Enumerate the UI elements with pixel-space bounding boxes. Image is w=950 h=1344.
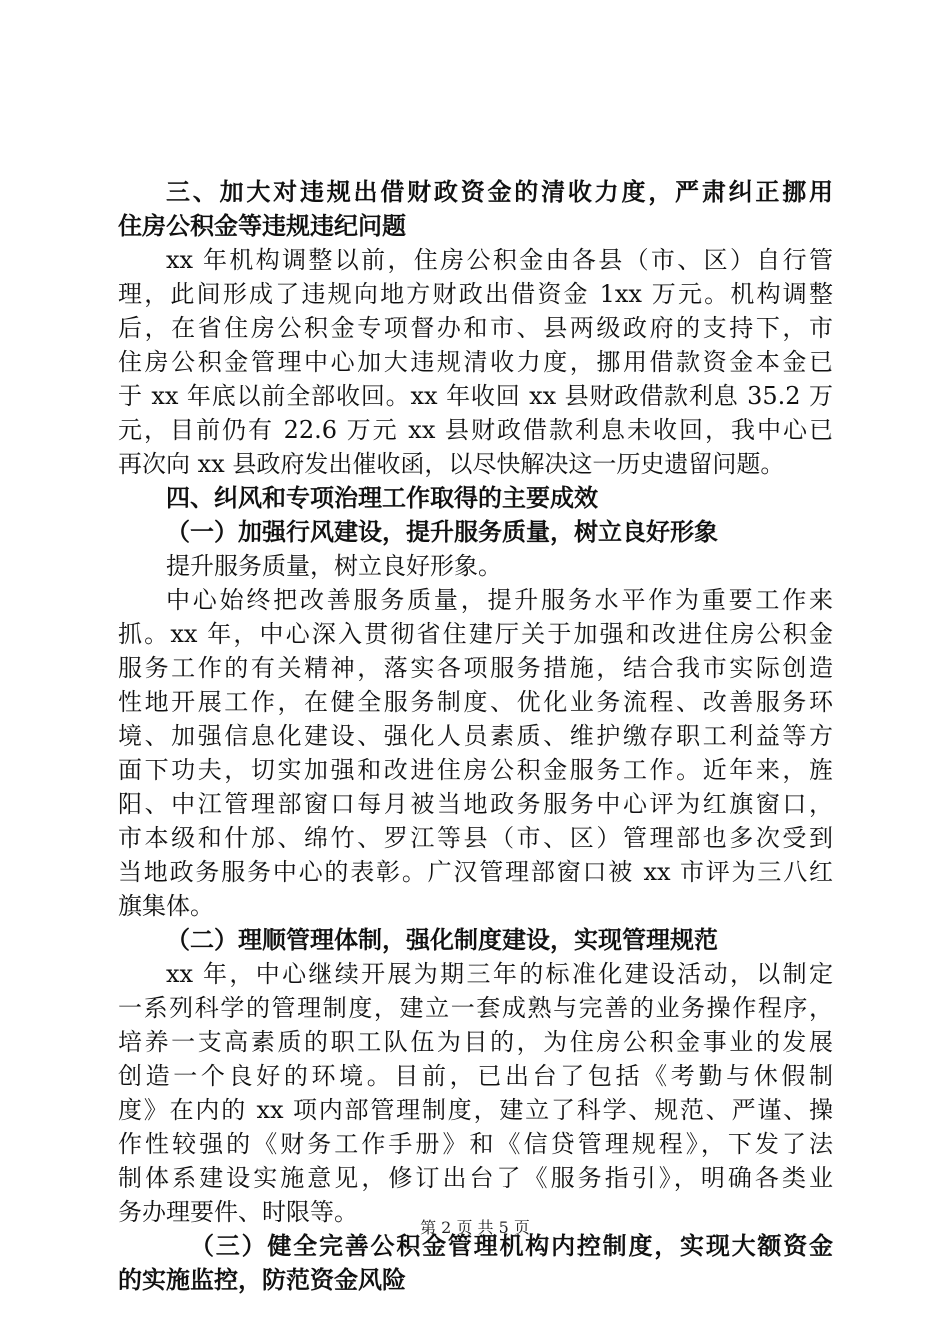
document-body — [118, 175, 833, 1297]
paragraph-line: 中心始终把改善服务质量，提升服务水平作为重要工作来 — [166, 586, 833, 614]
paragraph-line: 制体系建设实施意见，修订出台了《服务指引》，明确各类业 — [118, 1164, 833, 1192]
paragraph-line: xx 年机构调整以前，住房公积金由各县（市、区）自行管 — [166, 246, 833, 274]
paragraph-line: 元，目前仍有 22.6 万元 xx 县财政借款利息未收回，我中心已 — [118, 416, 833, 444]
paragraph-line: 市本级和什邡、绵竹、罗江等县（市、区）管理部也多次受到 — [118, 824, 833, 852]
section-4-title: 四、纠风和专项治理工作取得的主要成效 — [166, 484, 598, 512]
paragraph-line: 后，在省住房公积金专项督办和市、县两级政府的支持下，市 — [118, 314, 833, 342]
paragraph-line: 旗集体。 — [118, 892, 214, 920]
paragraph-line: 阳、中江管理部窗口每月被当地政务服务中心评为红旗窗口， — [118, 790, 833, 818]
section-4-1-title: （一）加强行风建设，提升服务质量，树立良好形象 — [166, 518, 718, 546]
section-4-3-title-line-2: 的实施监控，防范资金风险 — [118, 1266, 406, 1294]
paragraph-line: 作性较强的《财务工作手册》和《信贷管理规程》，下发了法 — [118, 1130, 833, 1158]
page-number-footer: 第 2 页 共 5 页 — [420, 1218, 530, 1237]
paragraph-line: 培养一支高素质的职工队伍为目的，为住房公积金事业的发展 — [118, 1028, 833, 1056]
paragraph-line: 于 xx 年底以前全部收回。xx 年收回 xx 县财政借款利息 35.2 万 — [118, 382, 833, 410]
section-4-1-subtitle: 提升服务质量，树立良好形象。 — [166, 552, 502, 580]
paragraph-line: 务办理要件、时限等。 — [118, 1198, 358, 1226]
section-3-title-line-1: 三、加大对违规出借财政资金的清收力度，严肃纠正挪用 — [166, 178, 833, 206]
paragraph-line: 抓。xx 年，中心深入贯彻省住建厅关于加强和改进住房公积金 — [118, 620, 833, 648]
paragraph-line: xx 年，中心继续开展为期三年的标准化建设活动，以制定 — [166, 960, 833, 988]
section-3-title-line-2: 住房公积金等违规违纪问题 — [118, 212, 406, 240]
paragraph-line: 创造一个良好的环境。目前，已出台了包括《考勤与休假制 — [118, 1062, 833, 1090]
paragraph-line: 住房公积金管理中心加大违规清收力度，挪用借款资金本金已 — [118, 348, 833, 376]
paragraph-line: 面下功夫，切实加强和改进住房公积金服务工作。近年来，旌 — [118, 756, 833, 784]
paragraph-line: 境、加强信息化建设、强化人员素质、维护缴存职工利益等方 — [118, 722, 833, 750]
section-4-3-title-line-1: （三）健全完善公积金管理机构内控制度，实现大额资金 — [190, 1232, 833, 1260]
paragraph-line: 一系列科学的管理制度，建立一套成熟与完善的业务操作程序， — [118, 994, 833, 1022]
paragraph-line: 性地开展工作，在健全服务制度、优化业务流程、改善服务环 — [118, 688, 833, 716]
paragraph-line: 服务工作的有关精神，落实各项服务措施，结合我市实际创造 — [118, 654, 833, 682]
paragraph-line: 度》在内的 xx 项内部管理制度，建立了科学、规范、严谨、操 — [118, 1096, 833, 1124]
section-4-2-title: （二）理顺管理体制，强化制度建设，实现管理规范 — [166, 926, 718, 954]
paragraph-line: 理，此间形成了违规向地方财政出借资金 1xx 万元。机构调整 — [118, 280, 833, 308]
paragraph-line: 当地政务服务中心的表彰。广汉管理部窗口被 xx 市评为三八红 — [118, 858, 833, 886]
paragraph-line: 再次向 xx 县政府发出催收函，以尽快解决这一历史遗留问题。 — [118, 450, 785, 478]
